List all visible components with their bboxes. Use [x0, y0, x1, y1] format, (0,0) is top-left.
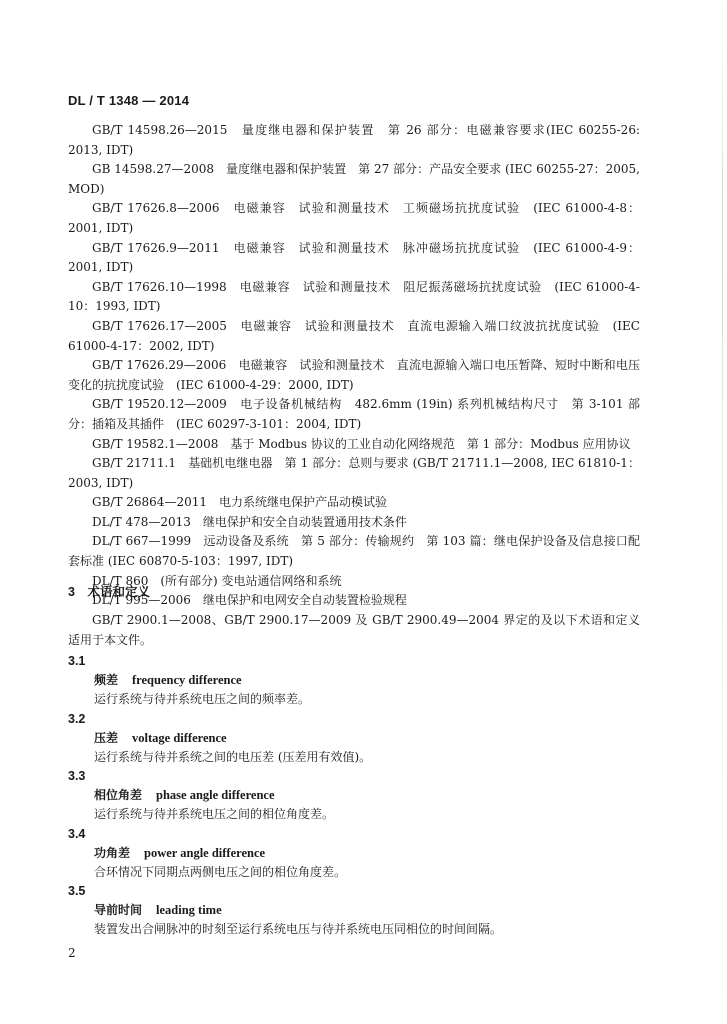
- term-number: 3.2: [68, 711, 86, 726]
- term-heading: [68, 671, 640, 690]
- term-heading: [68, 844, 640, 863]
- term-chinese: 压差: [94, 730, 119, 745]
- term-chinese: 相位角差: [94, 788, 143, 802]
- document-code-header: DL / T 1348 — 2014: [68, 93, 190, 108]
- section-intro: GB/T 2900.1—2008、GB/T 2900.17—2009 及 GB/T 2900.49—2004 界定的及以下术语和定义适用于本文件。: [68, 613, 640, 647]
- term-number: 3.1: [68, 654, 86, 668]
- terms-list: [68, 651, 640, 939]
- term-entry: [68, 651, 640, 709]
- reference-item: DL/T 860 (所有部分) 变电站通信网络和系统: [92, 573, 342, 588]
- reference-item: DL/T 478—2013 继电保护和安全自动装置通用技术条件: [92, 514, 407, 529]
- term-heading: [68, 786, 640, 805]
- term-english: power angle difference: [144, 845, 266, 860]
- normative-references-list: [68, 121, 640, 611]
- term-definition: 运行系统与待并系统电压之间的相位角度差。: [94, 807, 335, 821]
- term-number: 3.4: [68, 826, 86, 841]
- term-definition: 运行系统与待并系统电压之间的频率差。: [94, 692, 311, 706]
- reference-item: GB/T 17626.10—1998 电磁兼容 试验和测量技术 阻尼振荡磁场抗扰度试验 (IEC 61000-4-10：1993, IDT): [68, 279, 640, 314]
- reference-item: GB/T 14598.26—2015 量度继电器和保护装置 第 26 部分：电磁兼容要求(IEC 60255-26: 2013, IDT): [68, 123, 640, 157]
- reference-item: GB/T 17626.29—2006 电磁兼容 试验和测量技术 直流电源输入端口电压暂降、短时中断和电压变化的抗扰度试验 (IEC 61000-4-29：2000, IDT): [68, 358, 640, 392]
- term-chinese: 功角差: [94, 845, 131, 860]
- term-number: 3.3: [68, 769, 86, 783]
- term-number: 3.5: [68, 884, 86, 898]
- section-title: 3 术语和定义: [68, 585, 150, 599]
- reference-item: DL/T 995—2006 继电保护和电网安全自动装置检验规程: [92, 593, 407, 608]
- term-entry: [68, 824, 640, 882]
- page-number: 2: [68, 946, 76, 960]
- reference-item: DL/T 667—1999 远动设备及系统 第 5 部分：传输规约 第 103 篇：继电保护设备及信息接口配套标准 (IEC 60870-5-103：1997, IDT): [68, 534, 640, 569]
- reference-item: GB/T 17626.8—2006 电磁兼容 试验和测量技术 工频磁场抗扰度试验 (IEC 61000-4-8：2001, IDT): [68, 201, 640, 235]
- scan-edge-shadow: [722, 0, 723, 1024]
- term-english: voltage difference: [132, 730, 227, 745]
- term-english: phase angle difference: [156, 788, 275, 802]
- reference-item: GB/T 17626.17—2005 电磁兼容 试验和测量技术 直流电源输入端口纹波抗扰度试验 (IEC 61000-4-17：2002, IDT): [68, 318, 640, 353]
- reference-item: GB/T 21711.1 基础机电继电器 第 1 部分：总则与要求 (GB/T 21711.1—2008, IEC 61810-1：2003, IDT): [68, 456, 640, 490]
- reference-item: GB/T 26864—2011 电力系统继电保护产品动模试验: [92, 495, 387, 510]
- term-definition: 装置发出合闸脉冲的时刻至运行系统电压与待并系统电压同相位的时间间隔。: [94, 922, 503, 936]
- term-definition: 合环情况下同期点两侧电压之间的相位角度差。: [94, 864, 347, 879]
- term-chinese: 频差: [94, 673, 119, 687]
- term-chinese: 导前时间: [94, 903, 143, 917]
- reference-item: GB/T 17626.9—2011 电磁兼容 试验和测量技术 脉冲磁场抗扰度试验 (IEC 61000-4-9：2001, IDT): [68, 240, 640, 275]
- reference-item: GB/T 19582.1—2008 基于 Modbus 协议的工业自动化网络规范 第 1 部分：Modbus 应用协议: [92, 436, 631, 451]
- term-entry: [68, 709, 640, 767]
- term-definition: 运行系统与待并系统之间的电压差 (压差用有效值)。: [94, 749, 372, 764]
- term-entry: [68, 881, 640, 939]
- term-entry: [68, 766, 640, 824]
- reference-item: GB 14598.27—2008 量度继电器和保护装置 第 27 部分：产品安全要求 (IEC 60255-27：2005, MOD): [68, 162, 640, 196]
- term-heading: [68, 901, 640, 920]
- term-english: frequency difference: [132, 673, 242, 687]
- term-english: leading time: [156, 903, 222, 917]
- reference-item: GB/T 19520.12—2009 电子设备机械结构 482.6mm (19in) 系列机械结构尺寸 第 3-101 部分：插箱及其插件 (IEC 60297-3-101：2004, IDT): [68, 397, 640, 431]
- term-heading: [68, 729, 640, 748]
